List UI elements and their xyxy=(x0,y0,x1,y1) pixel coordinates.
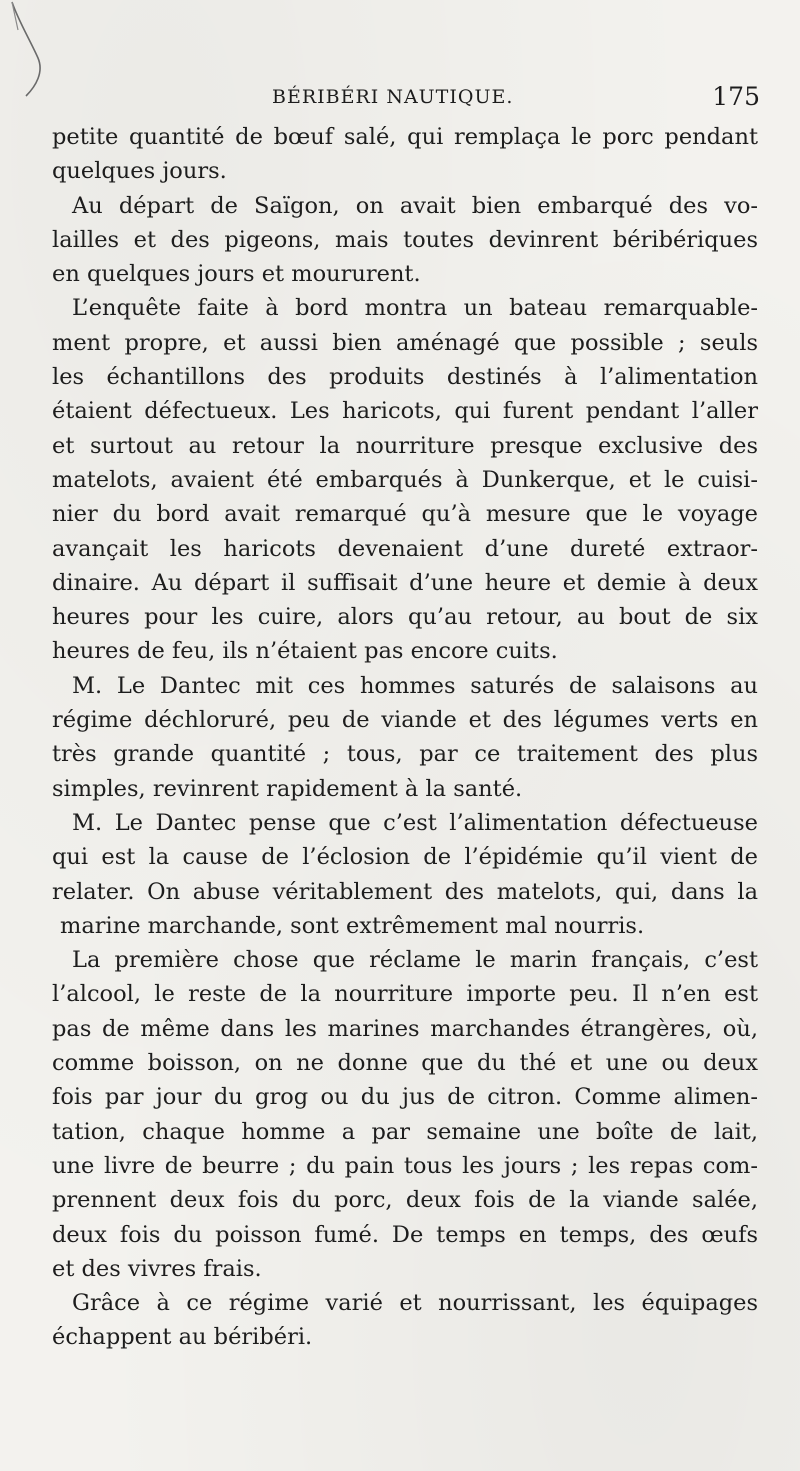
paragraph xyxy=(52,120,758,189)
text-line: quelques jours. xyxy=(52,158,227,185)
text-line: relater. On abuse véritablement des matelots, qui, dans la xyxy=(52,878,758,905)
text-line: fois par jour du grog ou du jus de citron. Comme alimen- xyxy=(52,1084,758,1111)
text-line: simples, revinrent rapidement à la santé. xyxy=(52,775,523,802)
text-line: tation, chaque homme a par semaine une boîte de lait, xyxy=(52,1118,758,1145)
text-line: matelots, avaient été embarqués à Dunkerque, et le cuisi- xyxy=(52,466,758,493)
text-line: petite quantité de bœuf salé, qui remplaça le porc pendant xyxy=(52,124,758,150)
page-number: 175 xyxy=(712,82,760,111)
text-line: les échantillons des produits destinés à l’alimentation xyxy=(52,364,758,391)
text-line: deux fois du poisson fumé. De temps en temps, des œufs xyxy=(52,1221,758,1248)
text-line: pas de même dans les marines marchandes étrangères, où, xyxy=(52,1015,758,1042)
running-title: BÉRIBÉRI NAUTIQUE. xyxy=(272,86,514,108)
text-line: en quelques jours et moururent. xyxy=(52,261,421,288)
text-line: et surtout au retour la nourriture presque exclusive des xyxy=(52,432,758,459)
text-line: heures de feu, ils n’étaient pas encore cuits. xyxy=(52,638,558,665)
text-line: l’alcool, le reste de la nourriture importe peu. Il n’en est xyxy=(52,981,758,1008)
body-text xyxy=(52,120,758,1355)
paragraph xyxy=(52,1286,758,1355)
paragraph xyxy=(52,291,758,668)
text-line: ment propre, et aussi bien aménagé que possible ; seuls xyxy=(52,329,758,356)
text-line: lailles et des pigeons, mais toutes devinrent béribériques xyxy=(52,226,758,253)
text-line: très grande quantité ; tous, par ce traitement des plus xyxy=(52,741,758,768)
text-line: et des vivres frais. xyxy=(52,1255,262,1282)
text-line: étaient défectueux. Les haricots, qui furent pendant l’aller xyxy=(52,398,758,425)
text-line: heures pour les cuire, alors qu’au retour, au bout de six xyxy=(52,604,758,631)
text-line: dinaire. Au départ il suffisait d’une heure et demie à deux xyxy=(52,569,758,596)
paragraph xyxy=(52,189,758,292)
paragraph xyxy=(52,806,758,943)
paragraph xyxy=(52,943,758,1286)
text-line: Grâce à ce régime varié et nourrissant, les équipages xyxy=(72,1290,758,1317)
text-line: comme boisson, on ne donne que du thé et une ou deux xyxy=(52,1050,758,1077)
text-line: Au départ de Saïgon, on avait bien embarqué des vo- xyxy=(72,192,758,219)
text-line: nier du bord avait remarqué qu’à mesure que le voyage xyxy=(52,501,758,528)
paragraph xyxy=(52,669,758,806)
page-header xyxy=(60,82,760,118)
text-line: L’enquête faite à bord montra un bateau remarquable- xyxy=(72,295,758,322)
text-line: avançait les haricots devenaient d’une dureté extraor- xyxy=(52,535,758,562)
text-line: marine marchande, sont extrêmement mal nourris. xyxy=(60,912,645,939)
text-line: régime déchloruré, peu de viande et des légumes verts en xyxy=(52,707,758,734)
text-line: La première chose que réclame le marin français, c’est xyxy=(72,947,758,974)
text-line: qui est la cause de l’éclosion de l’épidémie qu’il vient de xyxy=(52,844,758,871)
text-line: une livre de beurre ; du pain tous les jours ; les repas com- xyxy=(52,1152,758,1179)
text-line: M. Le Dantec mit ces hommes saturés de salaisons au xyxy=(72,672,758,699)
text-line: prennent deux fois du porc, deux fois de la viande salée, xyxy=(52,1187,758,1214)
page-corner-mark xyxy=(8,0,48,110)
text-line: M. Le Dantec pense que c’est l’alimentation défectueuse xyxy=(72,809,758,836)
text-line: échappent au béribéri. xyxy=(52,1324,313,1351)
